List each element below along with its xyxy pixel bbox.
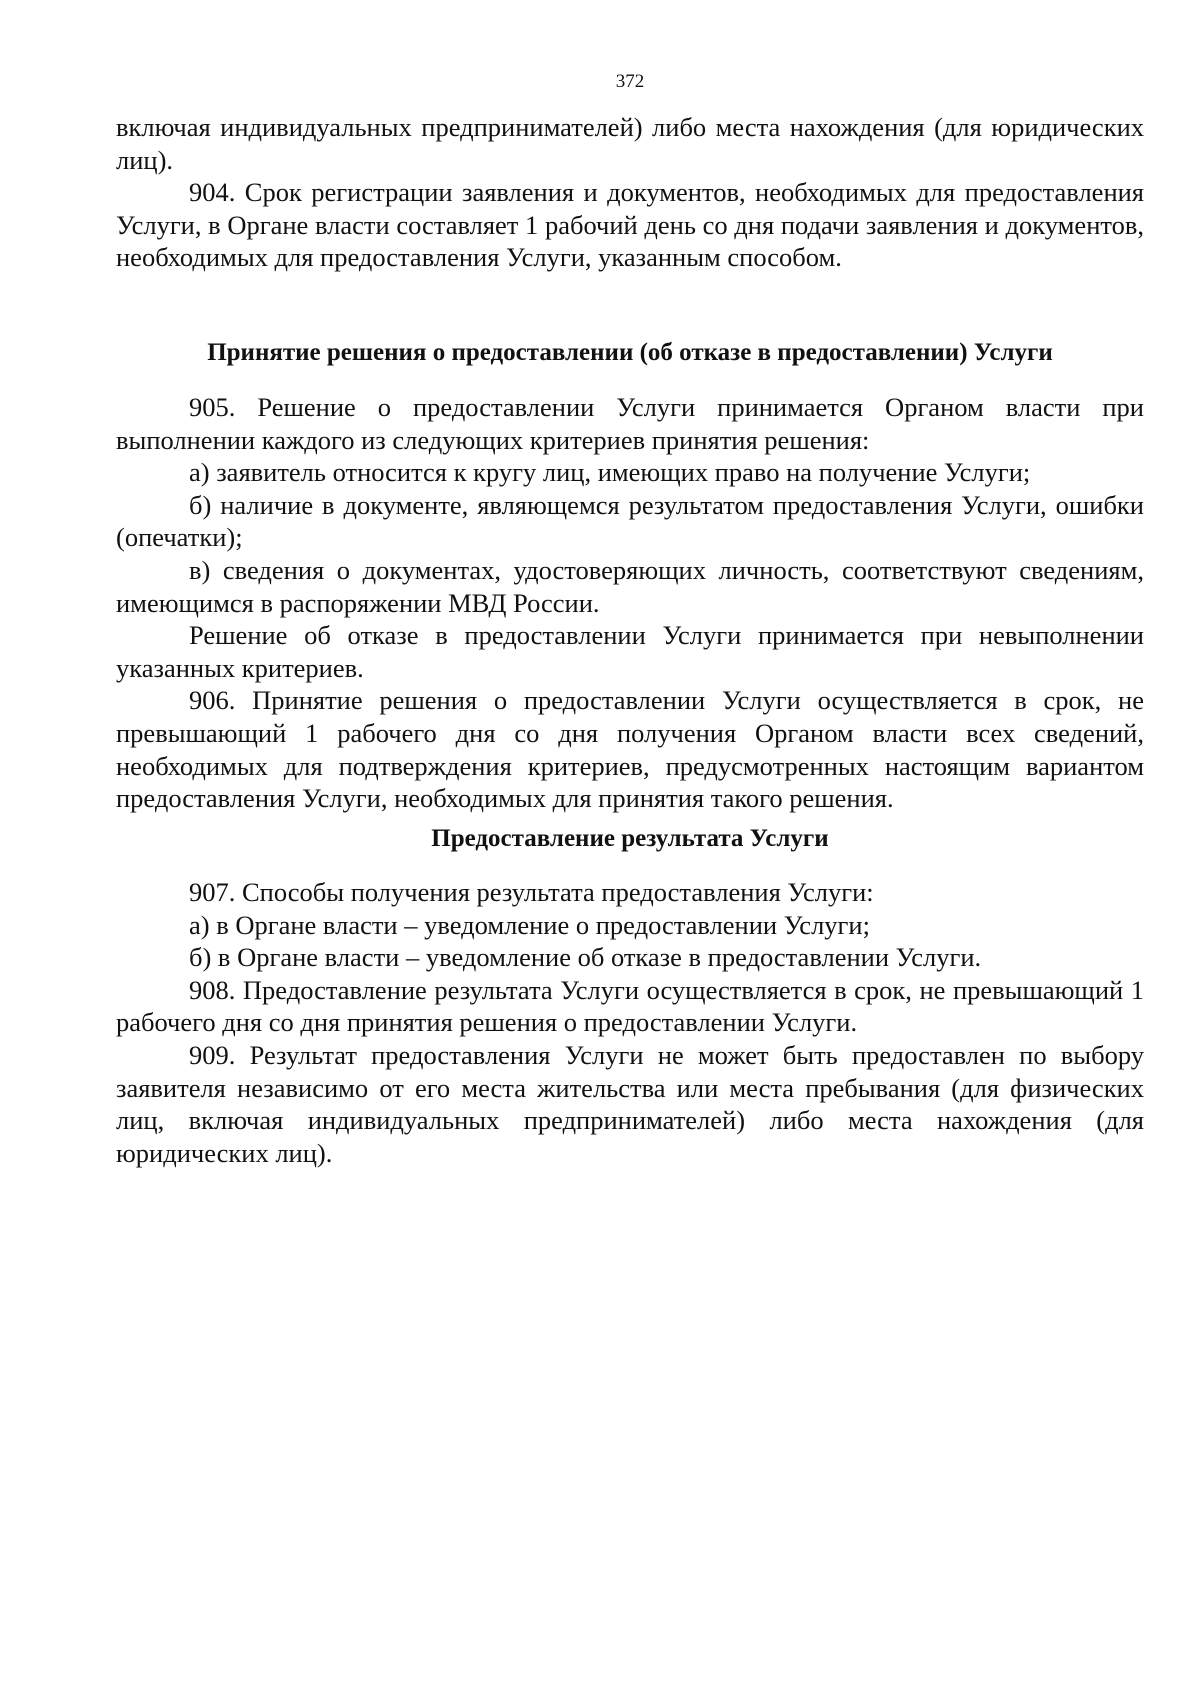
- section-decision: [116, 391, 1144, 815]
- paragraph-908: 908. Предоставление результата Услуги осуществляется в срок, не превышающий 1 рабочего дня со дня принятия решения о предоставлении Услуги.: [116, 974, 1144, 1038]
- section-heading-decision: [116, 337, 1144, 369]
- paragraph-909: 909. Результат предоставления Услуги не может быть предоставлен по выбору заявителя независимо от его места жительства или места пребывания (для физических лиц, включая индивидуальных предпринимателей) либо места нахождения (для юридических лиц).: [116, 1039, 1144, 1168]
- paragraph-907-b: б) в Органе власти – уведомление об отказе в предоставлении Услуги.: [189, 942, 982, 973]
- section-heading-result: [116, 823, 1144, 855]
- paragraph-905-b: б) наличие в документе, являющемся результатом предоставления Услуги, ошибки (опечатки);: [116, 489, 1144, 553]
- paragraph-905-c: в) сведения о документах, удостоверяющих личность, соответствуют сведениям, имеющимся в распоряжении МВД России.: [116, 554, 1144, 618]
- paragraph-907: 907. Способы получения результата предоставления Услуги:: [189, 877, 874, 907]
- paragraph-904: 904. Срок регистрации заявления и документов, необходимых для предоставления Услуги, в Органе власти составляет 1 рабочий день со дня подачи заявления и документов, необходимых для предоставления Услуги, указанным способом.: [116, 177, 1144, 273]
- paragraph-905-a: а) заявитель относится к кругу лиц, имеющих право на получение Услуги;: [189, 457, 1031, 488]
- paragraph-906: 906. Принятие решения о предоставлении Услуги осуществляется в срок, не превышающий 1 рабочего дня со дня получения Органом власти всех сведений, необходимых для подтверждения критериев, предусмотренных настоящим вариантом предоставления Услуги, необходимых для принятия такого решения.: [116, 685, 1144, 814]
- page-number: 372: [615, 71, 645, 92]
- paragraph-refusal: Решение об отказе в предоставлении Услуги принимается при невыполнении указанных критериев.: [116, 620, 1144, 683]
- section-intro: [116, 111, 1144, 274]
- heading-decision: Принятие решения о предоставлении (об отказе в предоставлении) Услуги: [207, 339, 1053, 366]
- paragraph-907-a: а) в Органе власти – уведомление о предоставлении Услуги;: [189, 909, 870, 940]
- paragraph-905: 905. Решение о предоставлении Услуги принимается Органом власти при выполнении каждого из следующих критериев принятия решения:: [116, 392, 1144, 455]
- paragraph-continuation: включая индивидуальных предпринимателей) либо места нахождения (для юридических лиц).: [116, 112, 1144, 175]
- section-result: [116, 876, 1144, 1169]
- heading-result: Предоставление результата Услуги: [431, 825, 829, 852]
